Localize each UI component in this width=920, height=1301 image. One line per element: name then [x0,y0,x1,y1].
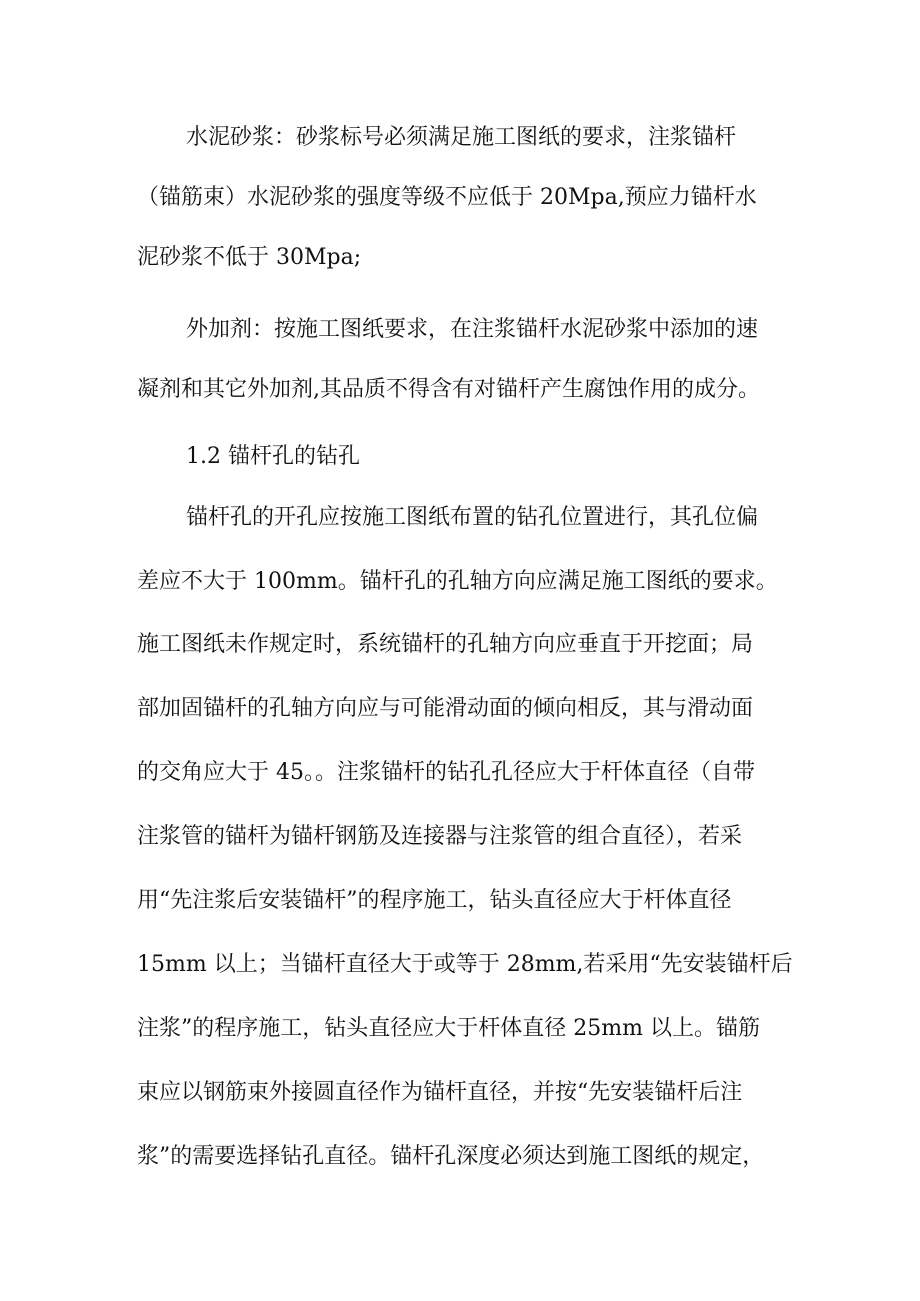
text-line-17: 浆”的需要选择钻孔直径。锚杆孔深度必须达到施工图纸的规定， [137,1144,765,1169]
text-line-15: 注浆”的程序施工，钻头直径应大于杆体直径 25mm 以上。锚筋 [137,1016,760,1041]
text-line-4: 外加剂：按施工图纸要求，在注浆锚杆水泥砂浆中添加的速 [186,317,759,342]
text-line-9: 施工图纸未作规定时，系统锚杆的孔轴方向应垂直于开挖面；局 [137,632,754,657]
text-line-14: 15mm 以上；当锚杆直径大于或等于 28mm,若采用“先安装锚杆后 [137,952,793,977]
text-line-8: 差应不大于 100mm。锚杆孔的孔轴方向应满足施工图纸的要求。 [137,569,778,594]
text-line-13: 用“先注浆后安装锚杆”的程序施工，钻头直径应大于杆体直径 [137,888,732,913]
text-line-1: 水泥砂浆：砂浆标号必须满足施工图纸的要求，注浆锚杆 [186,125,737,150]
text-line-7: 锚杆孔的开孔应按施工图纸布置的钻孔位置进行，其孔位偏 [186,505,759,530]
text-line-11: 的交角应大于 45。。注浆锚杆的钻孔孔径应大于杆体直径（自带 [137,760,755,785]
text-line-10: 部加固锚杆的孔轴方向应与可能滑动面的倾向相反，其与滑动面 [137,696,754,721]
text-line-12: 注浆管的锚杆为锚杆钢筋及连接器与注浆管的组合直径），若采 [137,824,743,849]
text-line-2: （锚筋束）水泥砂浆的强度等级不应低于 20Mpa,预应力锚杆水 [137,185,757,210]
text-line-5: 凝剂和其它外加剂,其品质不得含有对锚杆产生腐蚀作用的成分。 [137,377,760,402]
section-heading: 1.2 锚杆孔的钻孔 [186,444,360,469]
text-line-3: 泥砂浆不低于 30Mpa; [137,245,362,270]
text-line-16: 束应以钢筋束外接圆直径作为锚杆直径，并按“先安装锚杆后注 [137,1080,743,1105]
